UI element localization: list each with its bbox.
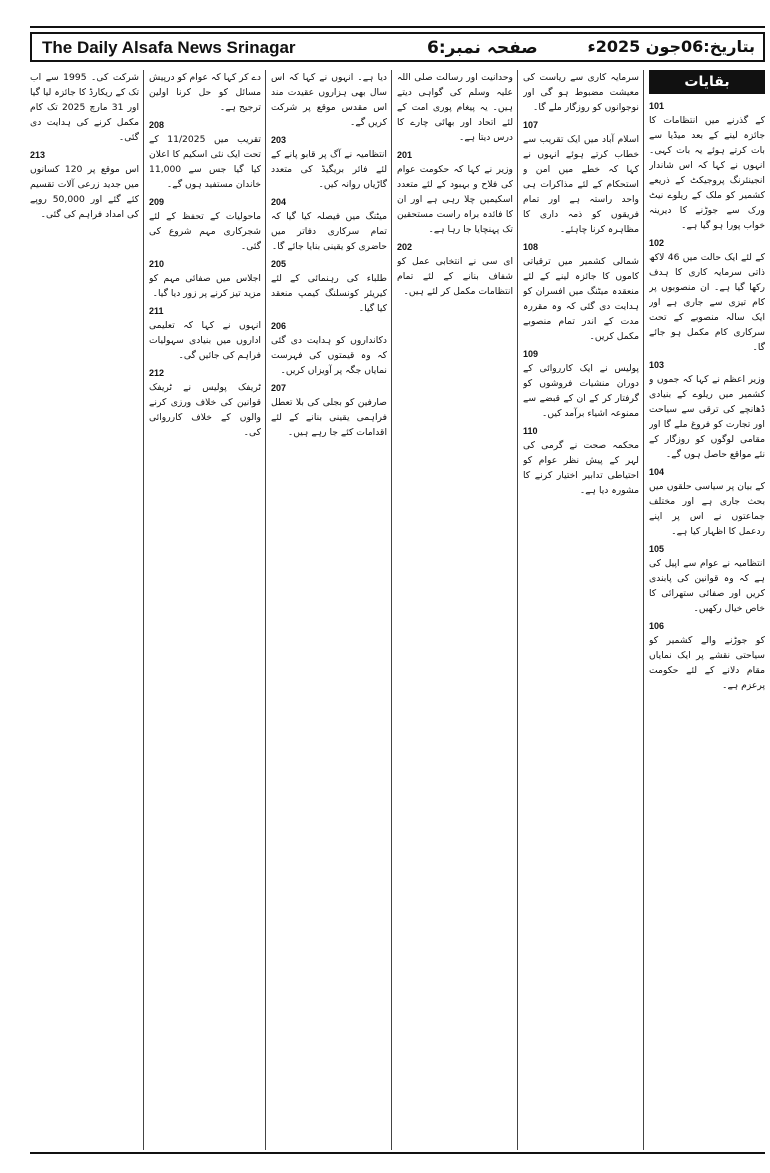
- story-paragraph: سرمایہ کاری سے ریاست کی معیشت مضبوط ہو گی اور نوجوانوں کو روزگار ملے گا۔: [523, 72, 639, 113]
- column-5: [149, 70, 261, 1150]
- story-paragraph: اجلاس میں صفائی مہم کو مزید تیز کرنے پر زور دیا گیا۔: [149, 273, 261, 299]
- story-number: 212: [149, 368, 165, 378]
- story-number: 108: [523, 242, 539, 252]
- story-paragraph: ماحولیات کے تحفظ کے لئے شجرکاری مہم شروع کی گئی۔: [149, 211, 261, 252]
- story-paragraph: شمالی کشمیر میں ترقیاتی کاموں کا جائزہ لینے کے لئے منعقدہ میٹنگ میں افسران کو ہدایت دی گئی کہ وہ مقررہ مدت کے اندر تمام منصوبے مکمل کریں۔: [523, 256, 639, 342]
- column-3: [397, 70, 513, 1150]
- story-paragraph: اسلام آباد میں ایک تقریب سے خطاب کرتے ہوئے انہوں نے کہا کہ خطے میں امن و استحکام کے لئے مذاکرات ہی واحد راستہ ہے اور تمام فریقوں کو ذمہ داری کا مظاہرہ کرنا چاہئے۔: [523, 134, 639, 235]
- story-number: 210: [149, 259, 165, 269]
- story-number: 205: [271, 259, 287, 269]
- story-number: 213: [30, 150, 46, 160]
- column-3-body: [397, 70, 513, 299]
- story-paragraph: وحدانیت اور رسالت صلی اللہ علیہ وسلم کی گواہی دیتے ہیں۔ یہ پیغام پوری امت کے لئے اتحاد اور بھائی چارے کا درس دیتا ہے۔: [397, 72, 513, 143]
- story-paragraph: کو جوڑنے والے کشمیر کو سیاحتی نقشے پر ایک نمایاں مقام دلانے کے لئے حکومت پرعزم ہے۔: [649, 635, 765, 691]
- story-paragraph: میٹنگ میں فیصلہ کیا گیا کہ تمام سرکاری دفاتر میں حاضری کو یقینی بنایا جائے گا۔: [271, 211, 387, 252]
- story-number: 204: [271, 197, 287, 207]
- column-4-body: [271, 70, 387, 440]
- story-paragraph: ٹریفک پولیس نے ٹریفک قوانین کی خلاف ورزی کرنے والوں کے خلاف کارروائی کی۔: [149, 382, 261, 438]
- story-number: 201: [397, 150, 413, 160]
- column-5-body: [149, 70, 261, 440]
- story-number: 211: [149, 306, 164, 316]
- column-6: [30, 70, 139, 1150]
- bottom-rule: [30, 1152, 765, 1154]
- story-number: 107: [523, 120, 539, 130]
- story-paragraph: کے بیان پر سیاسی حلقوں میں بحث جاری ہے اور مختلف جماعتوں نے اس پر اپنے ردعمل کا اظہار کیا ہے۔: [649, 481, 765, 537]
- story-paragraph: طلباء کی رہنمائی کے لئے کیریئر کونسلنگ کیمپ منعقد کیا گیا۔: [271, 273, 387, 314]
- story-number: 208: [149, 120, 165, 130]
- column-1-body: [649, 100, 765, 693]
- story-paragraph: اس موقع پر 120 کسانوں میں جدید زرعی آلات تقسیم کئے گئے اور 50,000 روپے کی امداد فراہم کی گئی۔: [30, 164, 139, 220]
- story-number: 102: [649, 238, 665, 248]
- story-number: 104: [649, 467, 665, 477]
- story-paragraph: ای سی نے انتخابی عمل کو شفاف بنانے کے لئے تمام انتظامات مکمل کر لئے ہیں۔: [397, 256, 513, 297]
- story-number: 106: [649, 621, 665, 631]
- story-number: 105: [649, 544, 665, 554]
- column-divider: [391, 70, 392, 1150]
- story-number: 206: [271, 321, 287, 331]
- story-paragraph: محکمہ صحت نے گرمی کی لہر کے پیش نظر عوام کو احتیاطی تدابیر اختیار کرنے کا مشورہ دیا ہے۔: [523, 440, 639, 496]
- top-rule: [30, 26, 765, 28]
- story-number: 101: [649, 101, 665, 111]
- column-divider: [643, 70, 644, 1150]
- column-2: [523, 70, 639, 1150]
- page-number: صفحہ نمبر:6: [427, 38, 538, 58]
- story-paragraph: کے گذرنے میں انتظامات کا جائزہ لینے کے بعد میڈیا سے بات کرتے ہوئے یہ بات کہی۔ انہوں نے کہا کہ اس شاندار انجینئرنگ پروجیکٹ کے ذریعے کشمیر کو ملک کے ریلوے نیٹ ورک سے جوڑنے کا دیرینہ خواب پورا ہو گیا ہے۔: [649, 115, 765, 231]
- story-paragraph: انتظامیہ نے عوام سے اپیل کی ہے کہ وہ قوانین کی پابندی کریں اور صفائی ستھرائی کا خاص خیال رکھیں۔: [649, 558, 765, 614]
- story-paragraph: پولیس نے ایک کارروائی کے دوران منشیات فروشوں کو گرفتار کر کے ان کے قبضے سے ممنوعہ اشیاء برآمد کیں۔: [523, 363, 639, 419]
- column-1: [649, 70, 765, 1150]
- story-paragraph: وزیر نے کہا کہ حکومت عوام کی فلاح و بہبود کے لئے متعدد اسکیمیں چلا رہی ہے اور ان کا فائدہ براہ راست مستحقین تک پہنچایا جا رہا ہے۔: [397, 164, 513, 235]
- story-paragraph: تقریب میں 11/2025 کے تحت ایک نئی اسکیم کا اعلان کیا گیا جس سے 11,000 خاندان مستفید ہوں گے۔: [149, 134, 261, 190]
- story-number: 109: [523, 349, 539, 359]
- story-number: 209: [149, 197, 165, 207]
- masthead: [30, 32, 765, 62]
- story-number: 202: [397, 242, 413, 252]
- column-divider: [517, 70, 518, 1150]
- story-number: 103: [649, 360, 665, 370]
- story-number: 110: [523, 426, 538, 436]
- story-paragraph: صارفین کو بجلی کی بلا تعطل فراہمی یقینی بنانے کے لئے اقدامات کئے جا رہے ہیں۔: [271, 397, 387, 438]
- story-number: 207: [271, 383, 287, 393]
- article-columns: [30, 70, 765, 1150]
- story-paragraph: کے لئے ایک حالت میں 46 لاکھ ذاتی سرمایہ کاری کا ہدف رکھا گیا ہے۔ ان منصوبوں پر کام تیزی سے جاری ہے اور ایک سالہ منصوبے کے تحت سرکاری کام مکمل ہو جائے گا۔: [649, 252, 765, 353]
- column-4: [271, 70, 387, 1150]
- column-6-body: [30, 70, 139, 222]
- newspaper-title: The Daily Alsafa News Srinagar: [42, 38, 296, 57]
- story-paragraph: انہوں نے کہا کہ تعلیمی اداروں میں بنیادی سہولیات فراہم کی جائیں گی۔: [149, 320, 261, 361]
- story-paragraph: انتظامیہ نے آگ پر قابو پانے کے لئے فائر بریگیڈ کی متعدد گاڑیاں روانہ کیں۔: [271, 149, 387, 190]
- story-paragraph: دیا ہے۔ انہوں نے کہا کہ اس سال بھی ہزاروں عقیدت مند اس مقدس موقع پر شرکت کریں گے۔: [271, 72, 387, 128]
- story-paragraph: دکانداروں کو ہدایت دی گئی کہ وہ قیمتوں کی فہرست نمایاں جگہ پر آویزاں کریں۔: [271, 335, 387, 376]
- story-number: 203: [271, 135, 287, 145]
- column-divider: [143, 70, 144, 1150]
- column-divider: [265, 70, 266, 1150]
- issue-date: بتاریخ:06جون 2025ء: [587, 37, 755, 56]
- column-2-body: [523, 70, 639, 498]
- story-paragraph: شرکت کی۔ 1995 سے اب تک کے ریکارڈ کا جائزہ لیا گیا اور 31 مارچ 2025 تک کام مکمل کرنے کی ہدایت دی گئی۔: [30, 72, 139, 143]
- section-heading: بقایات: [649, 70, 765, 94]
- story-paragraph: وزیر اعظم نے کہا کہ جموں و کشمیر میں ریلوے کے بنیادی ڈھانچے کی ترقی سے سیاحت اور تجارت کو فروغ ملے گا اور مقامی لوگوں کو روزگار کے نئے مواقع حاصل ہوں گے۔: [649, 374, 765, 460]
- story-paragraph: دے کر کہا کہ عوام کو درپیش مسائل کو حل کرنا اولین ترجیح ہے۔: [149, 72, 261, 113]
